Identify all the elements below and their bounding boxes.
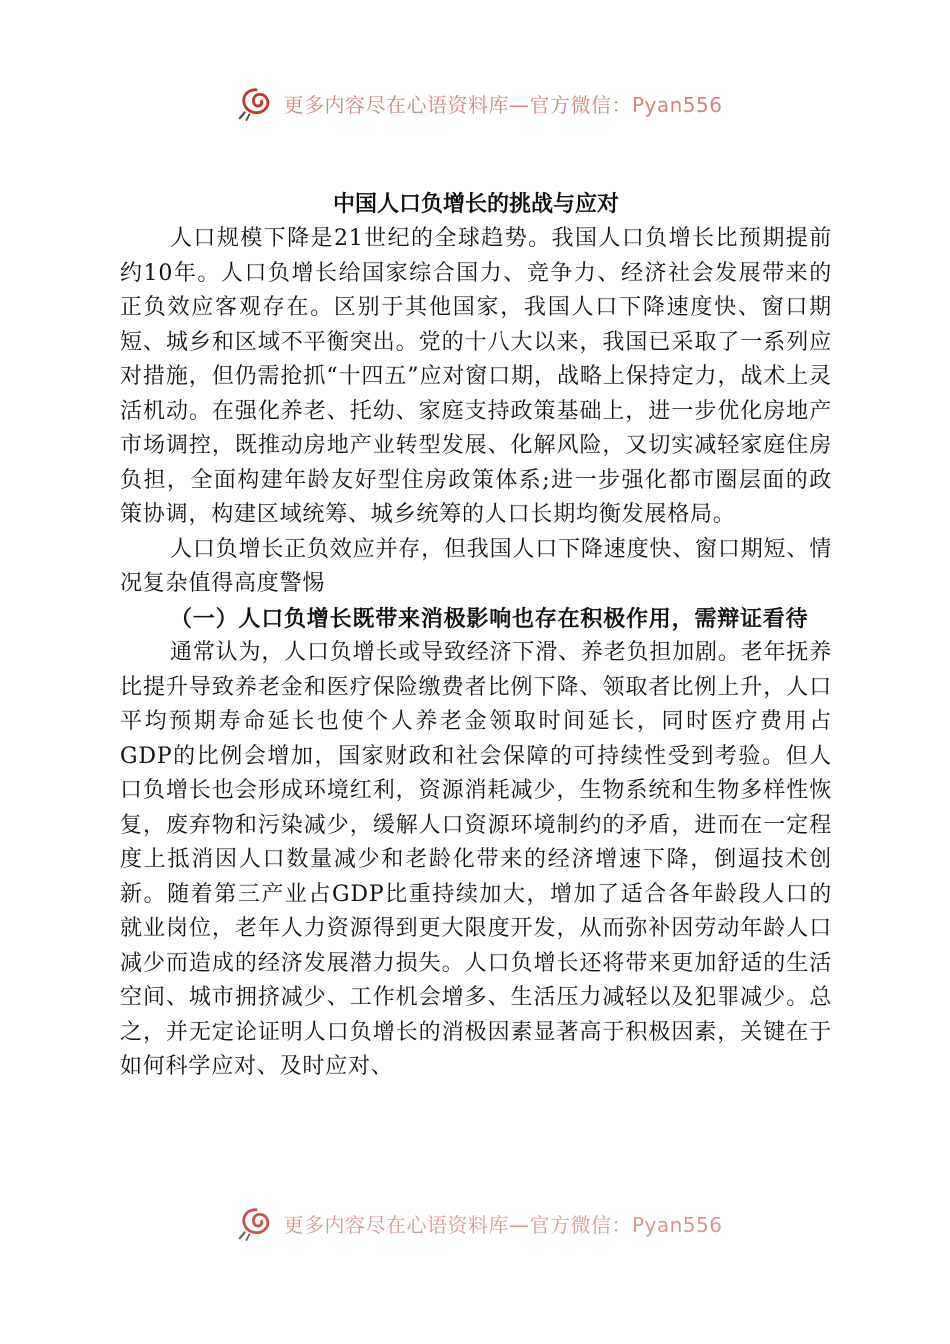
footer-watermark bbox=[0, 1198, 950, 1248]
header-watermark bbox=[0, 78, 950, 128]
swirl-logo-icon bbox=[237, 84, 275, 122]
document-body bbox=[120, 186, 832, 1085]
watermark-text: 更多内容尽在心语资料库—官方微信：Pyan556 bbox=[283, 1212, 723, 1237]
swirl-logo-icon bbox=[237, 1204, 275, 1242]
watermark-text: 更多内容尽在心语资料库—官方微信：Pyan556 bbox=[283, 92, 723, 117]
section-paragraph: 通常认为，人口负增长或导致经济下滑、养老负担加剧。老年抚养比提升导致养老金和医疗保险缴费者比例下降、领取者比例上升，人口平均预期寿命延长也使个人养老金领取时间延长，同时医疗费用占GDP的比例会增加，国家财政和社会保障的可持续性受到考验。但人口负增长也会形成环境红利，资源消耗减少，生物系统和生物多样性恢复，废弃物和污染减少，缓解人口资源环境制约的矛盾，进而在一定程度上抵消因人口数量减少和老龄化带来的经济增速下降，倒逼技术创新。随着第三产业占GDP比重持续加大，增加了适合各年龄段人口的就业岗位，老年人力资源得到更大限度开发，从而弥补因劳动年龄人口减少而造成的经济发展潜力损失。人口负增长还将带来更加舒适的生活空间、城市拥挤减少、工作机会增多、生活压力减轻以及犯罪减少。总之，并无定论证明人口负增长的消极因素显著高于积极因素，关键在于如何科学应对、及时应对、 bbox=[120, 640, 832, 1079]
section-heading: （一）人口负增长既带来消极影响也存在积极作用，需辩证看待 bbox=[170, 605, 809, 632]
page-title: 中国人口负增长的挑战与应对 bbox=[332, 191, 619, 217]
watermark-group bbox=[237, 84, 722, 122]
summary-paragraph: 人口负增长正负效应并存，但我国人口下降速度快、窗口期短、情况复杂值得高度警惕 bbox=[120, 536, 832, 596]
watermark-group bbox=[237, 1204, 722, 1242]
intro-paragraph: 人口规模下降是21世纪的全球趋势。我国人口负增长比预期提前约10年。人口负增长给国家综合国力、竞争力、经济社会发展带来的正负效应客观存在。区别于其他国家，我国人口下降速度快、窗口期短、城乡和区域不平衡突出。党的十八大以来，我国已采取了一系列应对措施，但仍需抢抓“十四五”应对窗口期，战略上保持定力，战术上灵活机动。在强化养老、托幼、家庭支持政策基础上，进一步优化房地产市场调控，既推动房地产业转型发展、化解风险，又切实减轻家庭住房负担，全面构建年龄友好型住房政策体系;进一步强化都市圈层面的政策协调，构建区域统筹、城乡统筹的人口长期均衡发展格局。 bbox=[120, 226, 832, 527]
